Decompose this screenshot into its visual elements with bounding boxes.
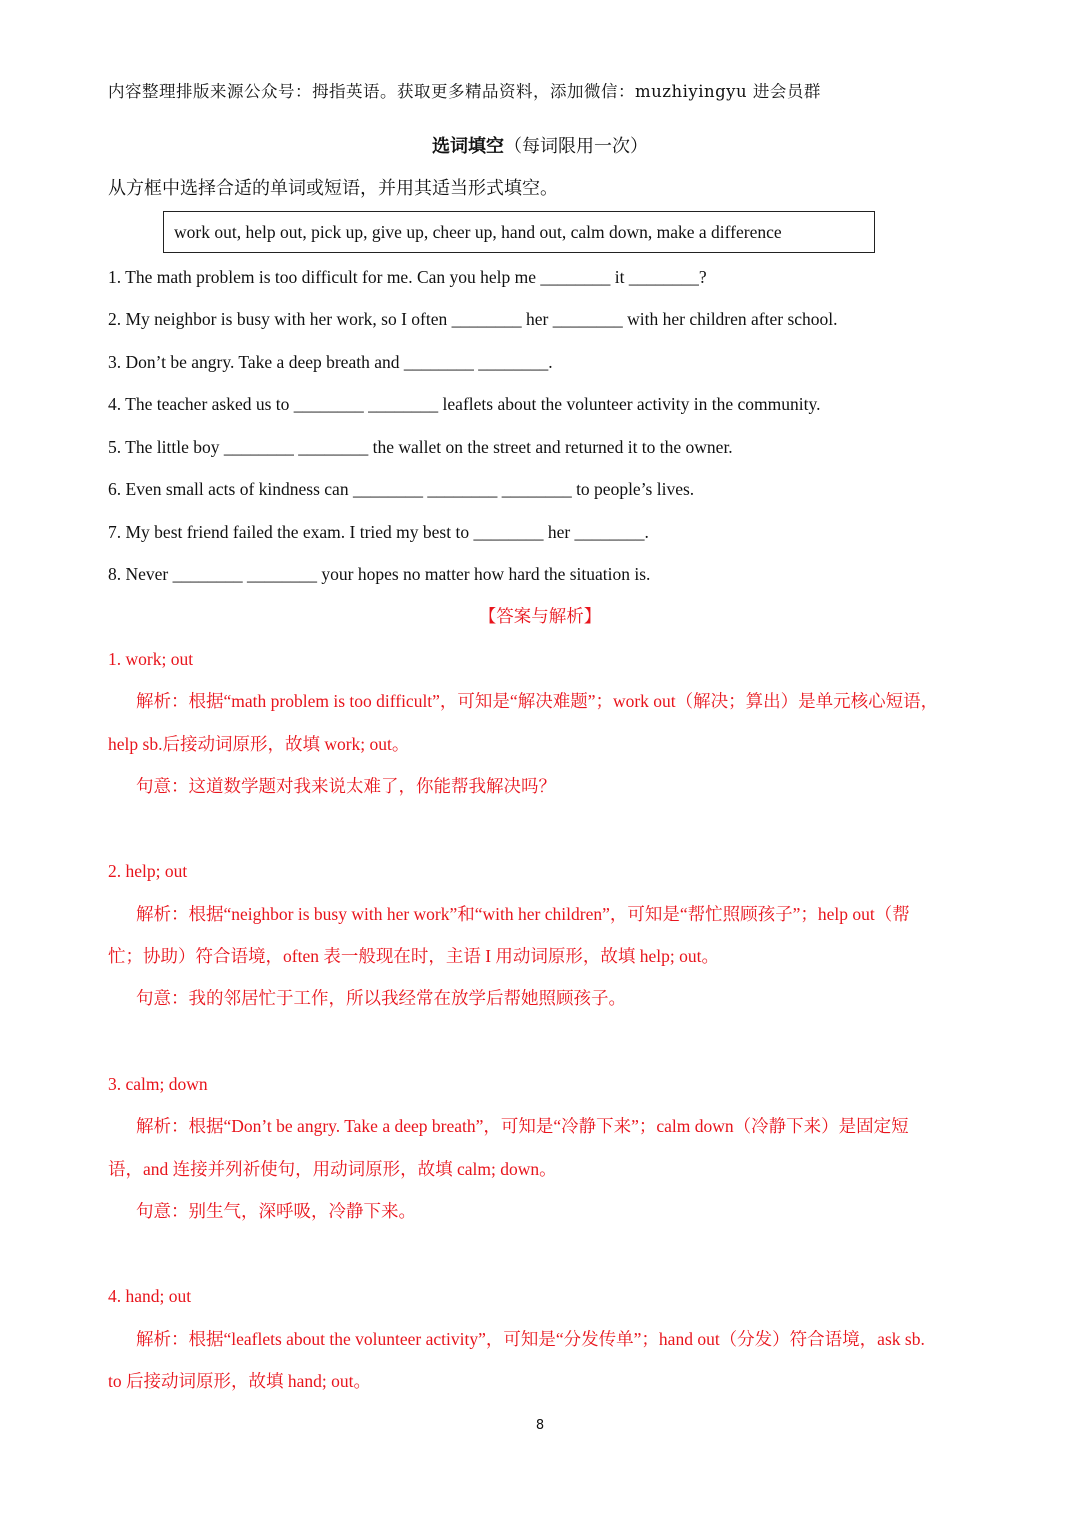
meaning-3: 句意：别生气，深呼吸，冷静下来。 [136,1201,416,1221]
question-1: 1. The math problem is too difficult for me. Can you help me ________ it ________? [108,267,707,287]
question-7: 7. My best friend failed the exam. I tried my best to ________ her ________. [108,522,649,542]
question-2: 2. My neighbor is busy with her work, so I often ________ her ________ with her children after school. [108,309,838,329]
analysis-1-line1: 解析：根据“math problem is too difficult”，可知是“解决难题”；work out（解决；算出）是单元核心短语， [136,691,939,711]
answer-1: 1. work; out [108,649,194,669]
source-header: 内容整理排版来源公众号：拇指英语。获取更多精品资料，添加微信：muzhiyingyu 进会员群 [108,82,821,101]
question-3: 3. Don’t be angry. Take a deep breath and ________ ________. [108,352,553,372]
exercise-title-main: 选词填空 [432,136,504,156]
question-8: 8. Never ________ ________ your hopes no matter how hard the situation is. [108,564,651,584]
exercise-title [0,134,1080,158]
answers-title: 【答案与解析】 [478,606,602,626]
page-number: 8 [535,1418,545,1433]
question-4: 4. The teacher asked us to ________ ________ leaflets about the volunteer activity in the community. [108,394,821,414]
meaning-1: 句意：这道数学题对我来说太难了，你能帮我解决吗？ [136,776,556,796]
word-box: work out, help out, pick up, give up, cheer up, hand out, calm down, make a difference [163,211,875,253]
analysis-4-line1: 解析：根据“leaflets about the volunteer activity”，可知是“分发传单”；hand out（分发）符合语境，ask sb. [136,1329,925,1349]
answer-2: 2. help; out [108,861,188,881]
analysis-3-line1: 解析：根据“Don’t be angry. Take a deep breath”，可知是“冷静下来”；calm down（冷静下来）是固定短 [136,1116,909,1136]
analysis-3-line2: 语，and 连接并列祈使句，用动词原形，故填 calm; down。 [108,1159,557,1179]
analysis-2-line2: 忙；协助）符合语境，often 表一般现在时，主语 I 用动词原形，故填 help; out。 [108,946,720,966]
analysis-4-line2: to 后接动词原形，故填 hand; out。 [108,1371,371,1391]
analysis-2-line1: 解析：根据“neighbor is busy with her work”和“with her children”，可知是“帮忙照顾孩子”；help out（帮 [136,904,910,924]
meaning-2: 句意：我的邻居忙于工作，所以我经常在放学后帮她照顾孩子。 [136,988,626,1008]
question-6: 6. Even small acts of kindness can ________ ________ ________ to people’s lives. [108,479,695,499]
exercise-title-sub: （每词限用一次） [504,136,648,156]
question-5: 5. The little boy ________ ________ the wallet on the street and returned it to the owner. [108,437,733,457]
answer-3: 3. calm; down [108,1074,208,1094]
answer-4: 4. hand; out [108,1286,192,1306]
analysis-1-line2: help sb.后接动词原形，故填 work; out。 [108,734,410,754]
instruction: 从方框中选择合适的单词或短语，并用其适当形式填空。 [108,178,558,198]
